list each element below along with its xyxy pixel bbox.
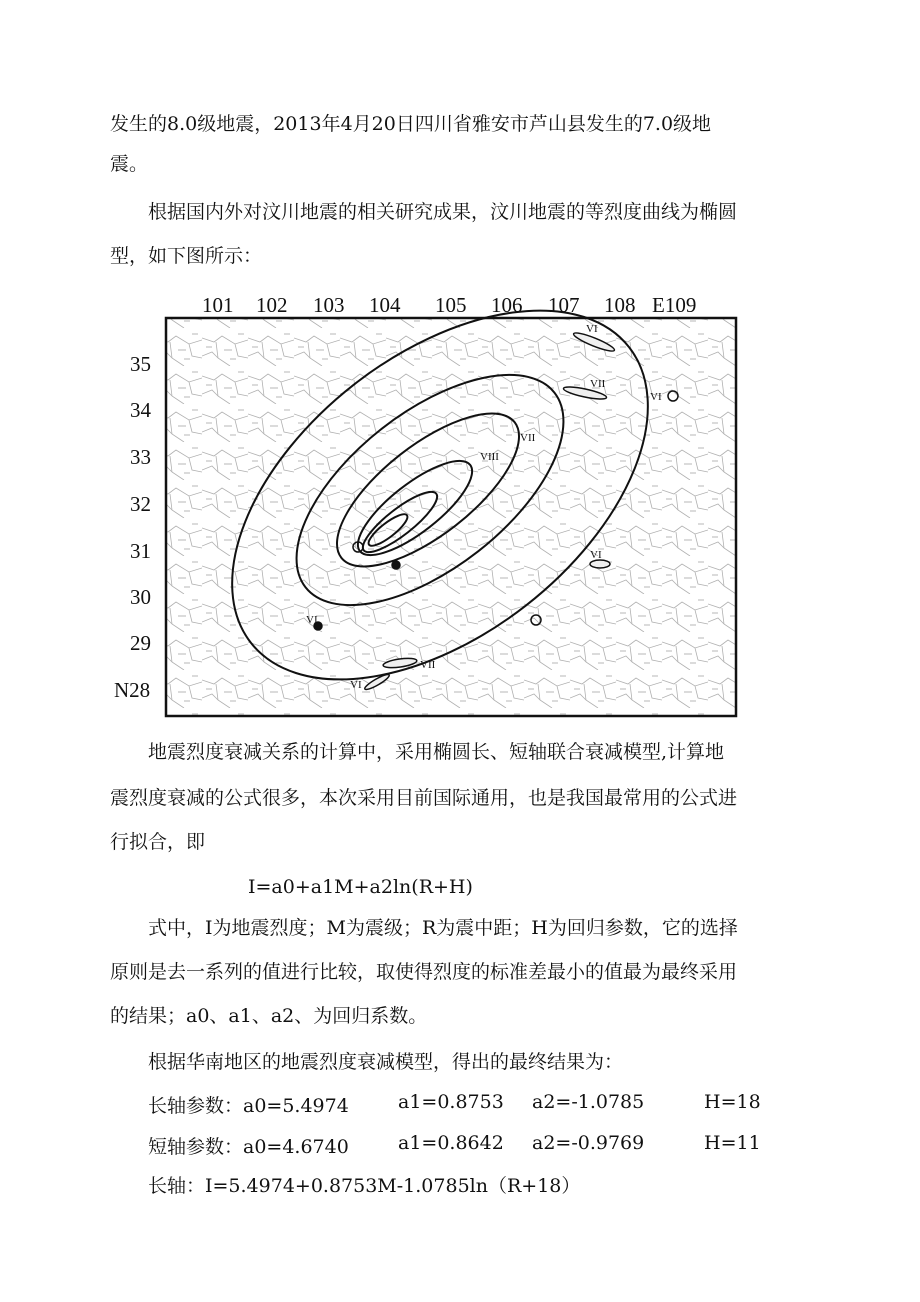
intensity-label: VI [650, 391, 662, 403]
attenuation-formula: I=a0+a1M+a2ln(R+H) [248, 876, 473, 898]
long-axis-a0: 长轴参数：a0=5.4974 [148, 1095, 349, 1117]
paragraph-line: 根据国内外对汶川地震的相关研究成果，汶川地震的等烈度曲线为椭圆 [148, 201, 738, 223]
lat-label: 29 [130, 631, 151, 655]
epicenter-marker [392, 561, 400, 569]
long-axis-formula: 长轴：I=5.4974+0.8753M-1.0785ln（R+18） [148, 1175, 581, 1197]
paragraph-line: 的结果；a0、a1、a2、为回归系数。 [110, 1005, 428, 1027]
paragraph-line: 震烈度衰减的公式很多，本次采用目前国际通用，也是我国最常用的公式进 [110, 787, 738, 809]
lon-axis-labels [202, 293, 696, 317]
intensity-label: VI [590, 549, 602, 561]
paragraph-line: 型，如下图所示： [110, 245, 263, 267]
intensity-label: VII [520, 432, 536, 444]
intensity-label: VI [306, 614, 318, 626]
long-axis-h: H=18 [704, 1091, 761, 1113]
lat-label: 35 [130, 352, 151, 376]
short-axis-a2: a2=-0.9769 [532, 1132, 645, 1154]
lon-label: 106 [491, 293, 523, 317]
paragraph-line: 地震烈度衰减关系的计算中，采用椭圆长、短轴联合衰减模型,计算地 [148, 741, 725, 763]
lon-label: 103 [313, 293, 345, 317]
lat-label: 32 [130, 492, 151, 516]
anomaly-zone [590, 560, 610, 568]
intensity-label: VII [590, 378, 606, 390]
intensity-label: VI [586, 323, 598, 335]
map-frame [166, 318, 736, 716]
lon-label: 105 [435, 293, 467, 317]
lon-label: 107 [548, 293, 580, 317]
long-axis-a2: a2=-1.0785 [532, 1091, 645, 1113]
lon-label: 104 [369, 293, 401, 317]
paragraph-line: 式中，I为地震烈度；M为震级；R为震中距；H为回归参数，它的选择 [148, 917, 738, 939]
lat-label: 31 [130, 539, 151, 563]
lat-label: N28 [114, 678, 151, 702]
lon-label: 101 [202, 293, 234, 317]
paragraph-line: 根据华南地区的地震烈度衰减模型，得出的最终结果为： [148, 1051, 624, 1073]
short-axis-a1: a1=0.8642 [398, 1132, 504, 1154]
intensity-label: VII [420, 659, 436, 671]
intensity-label: VI [350, 679, 362, 691]
intensity-label: VIII [480, 451, 499, 463]
lon-label: 102 [256, 293, 288, 317]
paragraph-line: 发生的8.0级地震，2013年4月20日四川省雅安市芦山县发生的7.0级地 [110, 113, 712, 135]
lat-label: 30 [130, 585, 151, 609]
lon-label: 108 [604, 293, 636, 317]
lon-label: E109 [652, 293, 697, 317]
short-axis-a0: 短轴参数：a0=4.6740 [148, 1136, 349, 1158]
lat-axis-labels [114, 352, 152, 702]
paragraph-line: 震。 [110, 153, 149, 175]
short-axis-h: H=11 [704, 1132, 761, 1154]
paragraph-line: 原则是去一系列的值进行比较，取使得烈度的标准差最小的值最为最终采用 [110, 961, 738, 983]
wenchuan-isoseismal-map [110, 290, 740, 720]
long-axis-a1: a1=0.8753 [398, 1091, 504, 1113]
lat-label: 34 [130, 398, 151, 422]
paragraph-line: 行拟合，即 [110, 831, 206, 853]
lat-label: 33 [130, 445, 151, 469]
